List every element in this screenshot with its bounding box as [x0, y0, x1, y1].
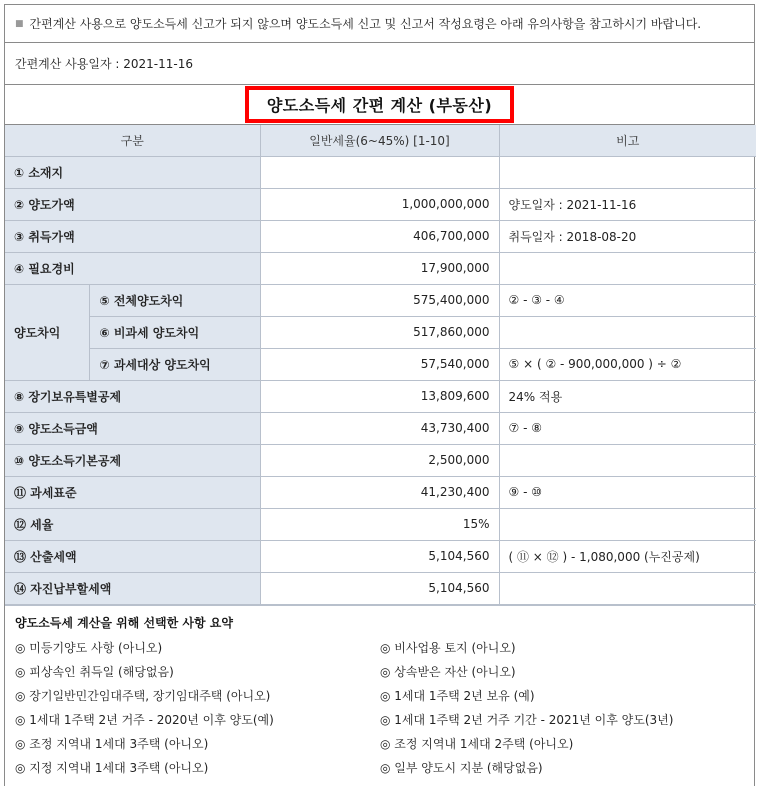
summary-item: ◎ 일부 양도시 지분 (해당없음) — [380, 760, 543, 775]
title-row — [5, 85, 754, 125]
summary-item: ◎ 피상속인 취득일 (해당없음) — [15, 664, 174, 679]
header-note: 비고 — [499, 125, 756, 156]
table-row — [5, 476, 756, 508]
summary-item: ◎ 비사업용 토지 (아니오) — [380, 640, 516, 655]
row-label: ④ 필요경비 — [5, 252, 260, 284]
row-note: ( ⑪ × ⑫ ) - 1,080,000 (누진공제) — [499, 540, 756, 572]
summary-grid — [15, 639, 744, 776]
row-value: 406,700,000 — [260, 220, 499, 252]
calculation-frame — [4, 4, 755, 786]
row-value — [260, 156, 499, 188]
row-note: 취득일자 : 2018-08-20 — [499, 220, 756, 252]
bullet-icon: ■ — [15, 18, 24, 29]
table-row — [5, 348, 756, 380]
row-value: 43,730,400 — [260, 412, 499, 444]
summary-item: ◎ 1세대 1주택 2년 보유 (예) — [380, 688, 535, 703]
summary-item: ◎ 1세대 1주택 2년 거주 기간 - 2021년 이후 양도(3년) — [380, 712, 674, 727]
summary-item: ◎ 조정 지역내 1세대 2주택 (아니오) — [380, 736, 574, 751]
header-general-rate: 일반세율(6~45%) [1-10] — [260, 125, 499, 156]
row-label: ⑫ 세율 — [5, 508, 260, 540]
table-row — [5, 572, 756, 604]
row-value: 517,860,000 — [260, 316, 499, 348]
row-label: ⑧ 장기보유특별공제 — [5, 380, 260, 412]
row-label: ⑦ 과세대상 양도차익 — [89, 348, 260, 380]
summary-item: ◎ 조정 지역내 1세대 3주택 (아니오) — [15, 736, 209, 751]
notice-bar — [5, 5, 754, 43]
summary-item: ◎ 상속받은 자산 (아니오) — [380, 664, 516, 679]
table-row — [5, 316, 756, 348]
row-note — [499, 156, 756, 188]
row-value: 13,809,600 — [260, 380, 499, 412]
row-value: 2,500,000 — [260, 444, 499, 476]
row-note: 24% 적용 — [499, 380, 756, 412]
row-note: ② - ③ - ④ — [499, 284, 756, 316]
row-label: ① 소재지 — [5, 156, 260, 188]
summary-item: ◎ 장기일반민간임대주택, 장기임대주택 (아니오) — [15, 688, 271, 703]
table-row — [5, 284, 756, 316]
row-value: 575,400,000 — [260, 284, 499, 316]
table-row — [5, 188, 756, 220]
row-value: 17,900,000 — [260, 252, 499, 284]
row-value: 1,000,000,000 — [260, 188, 499, 220]
row-label: ⑤ 전체양도차익 — [89, 284, 260, 316]
row-label: ⑬ 산출세액 — [5, 540, 260, 572]
summary-title: 양도소득세 계산을 위해 선택한 사항 요약 — [15, 615, 233, 630]
calculation-table — [5, 125, 756, 605]
row-note — [499, 444, 756, 476]
summary-item: ◎ 미등기양도 사항 (아니오) — [15, 640, 163, 655]
row-label: ⑩ 양도소득기본공제 — [5, 444, 260, 476]
table-row — [5, 412, 756, 444]
summary-item: ◎ 지정 지역내 1세대 3주택 (아니오) — [15, 760, 209, 775]
table-row — [5, 508, 756, 540]
table-row — [5, 540, 756, 572]
notice-text: 간편계산 사용으로 양도소득세 신고가 되지 않으며 양도소득세 신고 및 신고서 작성요령은 아래 유의사항을 참고하시기 바랍니다. — [29, 17, 702, 31]
table-row — [5, 156, 756, 188]
row-note: ⑦ - ⑧ — [499, 412, 756, 444]
row-value: 57,540,000 — [260, 348, 499, 380]
table-row — [5, 444, 756, 476]
row-label: ⑪ 과세표준 — [5, 476, 260, 508]
table-row — [5, 220, 756, 252]
table-row — [5, 380, 756, 412]
table-row — [5, 252, 756, 284]
summary-item: ◎ 1세대 1주택 2년 거주 - 2020년 이후 양도(예) — [15, 712, 274, 727]
row-note — [499, 508, 756, 540]
row-note — [499, 252, 756, 284]
row-label: ⑨ 양도소득금액 — [5, 412, 260, 444]
table-header-row — [5, 125, 756, 156]
group-label: 양도차익 — [5, 284, 89, 380]
row-label: ⑭ 자진납부할세액 — [5, 572, 260, 604]
row-value: 5,104,560 — [260, 540, 499, 572]
row-note — [499, 316, 756, 348]
header-category: 구분 — [5, 125, 260, 156]
selection-summary — [5, 605, 754, 786]
row-value: 41,230,400 — [260, 476, 499, 508]
usage-date: 간편계산 사용일자 : 2021-11-16 — [15, 57, 193, 71]
row-note: 양도일자 : 2021-11-16 — [499, 188, 756, 220]
row-note: ⑤ × ( ② - 900,000,000 ) ÷ ② — [499, 348, 756, 380]
row-note: ⑨ - ⑩ — [499, 476, 756, 508]
usage-date-row — [5, 43, 754, 85]
row-note — [499, 572, 756, 604]
row-value: 15% — [260, 508, 499, 540]
row-label: ⑥ 비과세 양도차익 — [89, 316, 260, 348]
row-label: ③ 취득가액 — [5, 220, 260, 252]
page-title: 양도소득세 간편 계산 (부동산) — [245, 86, 514, 123]
row-value: 5,104,560 — [260, 572, 499, 604]
row-label: ② 양도가액 — [5, 188, 260, 220]
